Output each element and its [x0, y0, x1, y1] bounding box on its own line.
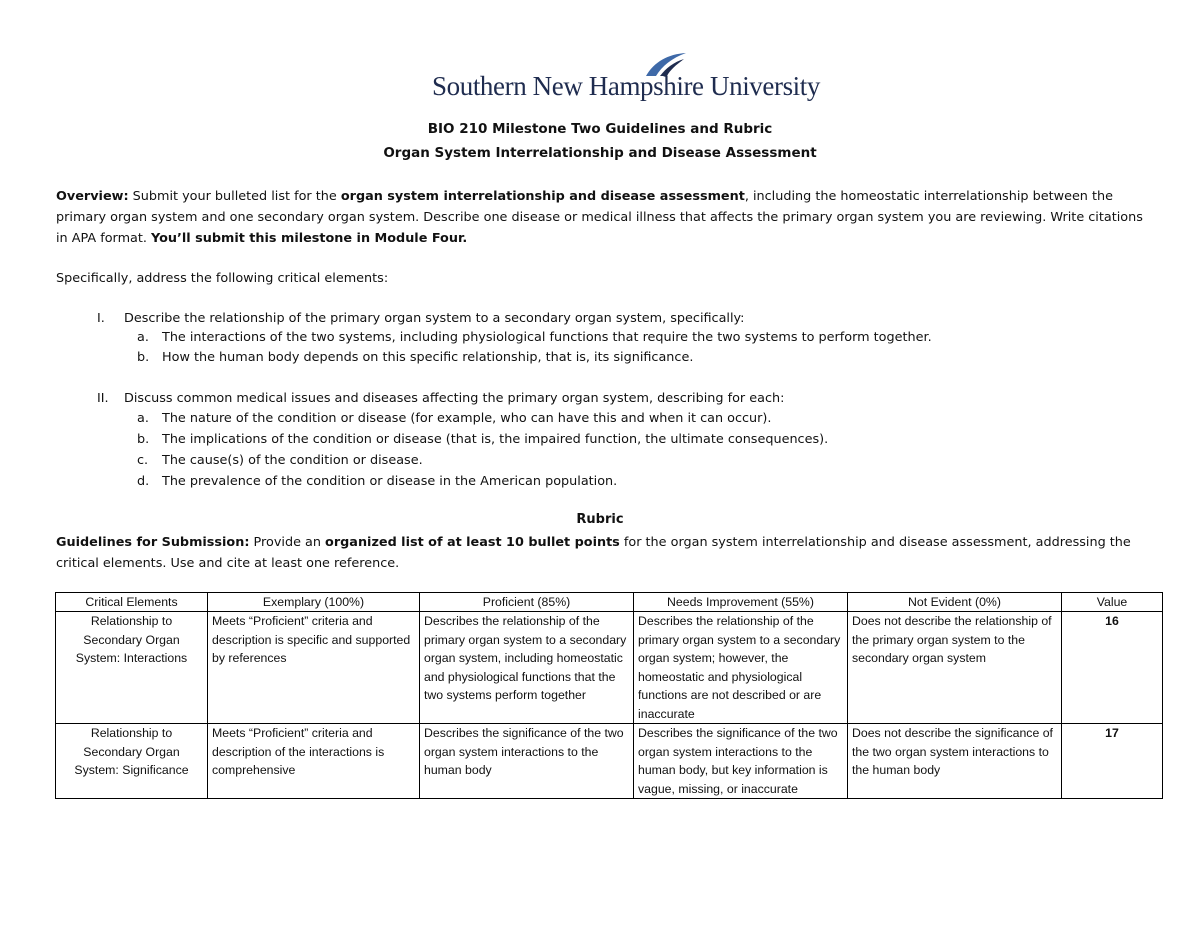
snhu-logo	[432, 52, 820, 108]
table-header-row	[56, 593, 1163, 612]
table-row	[56, 612, 1163, 724]
document-subtitle: Organ System Interrelationship and Disease Assessment	[383, 145, 817, 161]
guidelines-paragraph: Guidelines for Submission: Provide an organized list of at least 10 bullet points for the organ system interrelationship and disease assessment, addressing the critical elements. Use and cite at least one reference.	[56, 535, 1131, 571]
not-evident-cell: Does not describe the significance of the two organ system interactions to the human body	[848, 724, 1062, 799]
column-header: Not Evident (0%)	[848, 593, 1062, 612]
table-row	[56, 724, 1163, 799]
overview-paragraph: Overview: Submit your bulleted list for the organ system interrelationship and disease assessment, including the homeostatic interrelationship between the primary organ system and one secondary organ system. Describe one disease or medical illness that affects the primary organ system you are reviewing. Write citations in APA format. You’ll submit this milestone in Module Four.	[56, 189, 1143, 246]
column-header: Proficient (85%)	[420, 593, 634, 612]
critical-element-cell: Relationship to Secondary Organ System: Interactions	[56, 612, 208, 724]
rubric-table	[55, 592, 1163, 799]
not-evident-cell: Does not describe the relationship of the primary organ system to the secondary organ system	[848, 612, 1062, 724]
rubric-heading: Rubric	[576, 512, 624, 527]
needs-improvement-cell: Describes the significance of the two organ system interactions to the human body, but key information is vague, missing, or inaccurate	[634, 724, 848, 799]
column-header: Value	[1062, 593, 1163, 612]
document-page: Southern New Hampshire University BIO 210 Milestone Two Guidelines and Rubric Organ System Interrelationship and Disease Assessment Overview: Submit your bulleted list for the organ system interrelationship and disease assessment, including the homeostatic interrelationship between the primary organ system and one secondary organ system. Describe one disease or medical illness that affects the primary organ system you are reviewing. Write citations in APA format. You’ll submit this milestone in Module Four. Specifically, address the following critical elements: I. Describe the relationship of the primary organ system to a secondary organ system, specifically: a. The interactions of the two systems, including physiological functions that require the two systems to perform together. b. How the human body depends on this specific relationship, that is, its significance. II. Discuss common medical issues and diseases affecting the primary organ system, describing for each: a. The nature of the condition or disease (for example, who can have this and when it can occur). b. The implications of the condition or disease (that is, the impaired function, the ultimate consequences). c. The cause(s) of the condition or disease. d. The prevalence of the condition or disease in the American population. Rubric Guidelines for Submission: Provide an organized list of at least 10 bullet points for the organ system interrelationship and disease assessment, addressing the critical elements. Use and cite at least one reference. Critical Elements Exemplary (100%) Proficient (85%) Needs Improvement (55%) Not Evident (0%) Value Relationship to Secondary Organ System: Interactions Meets “Proficient” criteria and description is specific and supported by references Describes the relationship of the primary organ system to a secondary organ system, including homeostatic and physiological functions that the two systems perform together Describes the relationship of the primary organ system to a secondary organ system; however, the homeostatic and physiological functions are not described or are inaccurate Does not describe the relationship of the primary organ system to the secondary organ system 16 Relationship to Secondary Organ System: Significance Meets “Proficient” criteria and description of the interactions is comprehensive Describes the significance of the two organ system interactions to the human body Describes the significance of the two organ system interactions to the human body, but key information is vague, missing, or inaccurate Does not describe the significance of the two organ system interactions to the human body 17	[0, 0, 1200, 927]
exemplary-cell: Meets “Proficient” criteria and description of the interactions is comprehensive	[208, 724, 420, 799]
critical-elements-intro: Specifically, address the following critical elements:	[56, 271, 389, 286]
proficient-cell: Describes the relationship of the primary organ system to a secondary organ system, including homeostatic and physiological functions that the two systems perform together	[420, 612, 634, 724]
column-header: Exemplary (100%)	[208, 593, 420, 612]
overview-label: Overview:	[56, 189, 129, 204]
guidelines-label: Guidelines for Submission:	[56, 535, 250, 550]
exemplary-cell: Meets “Proficient” criteria and description is specific and supported by references	[208, 612, 420, 724]
column-header: Critical Elements	[56, 593, 208, 612]
logo-wordmark: Southern New Hampshire University	[432, 71, 820, 101]
proficient-cell: Describes the significance of the two organ system interactions to the human body	[420, 724, 634, 799]
value-cell: 17	[1062, 724, 1163, 799]
value-cell: 16	[1062, 612, 1163, 724]
needs-improvement-cell: Describes the relationship of the primary organ system to a secondary organ system; however, the homeostatic and physiological functions are not described or are inaccurate	[634, 612, 848, 724]
column-header: Needs Improvement (55%)	[634, 593, 848, 612]
critical-element-cell: Relationship to Secondary Organ System: Significance	[56, 724, 208, 799]
document-title: BIO 210 Milestone Two Guidelines and Rubric	[427, 121, 773, 137]
